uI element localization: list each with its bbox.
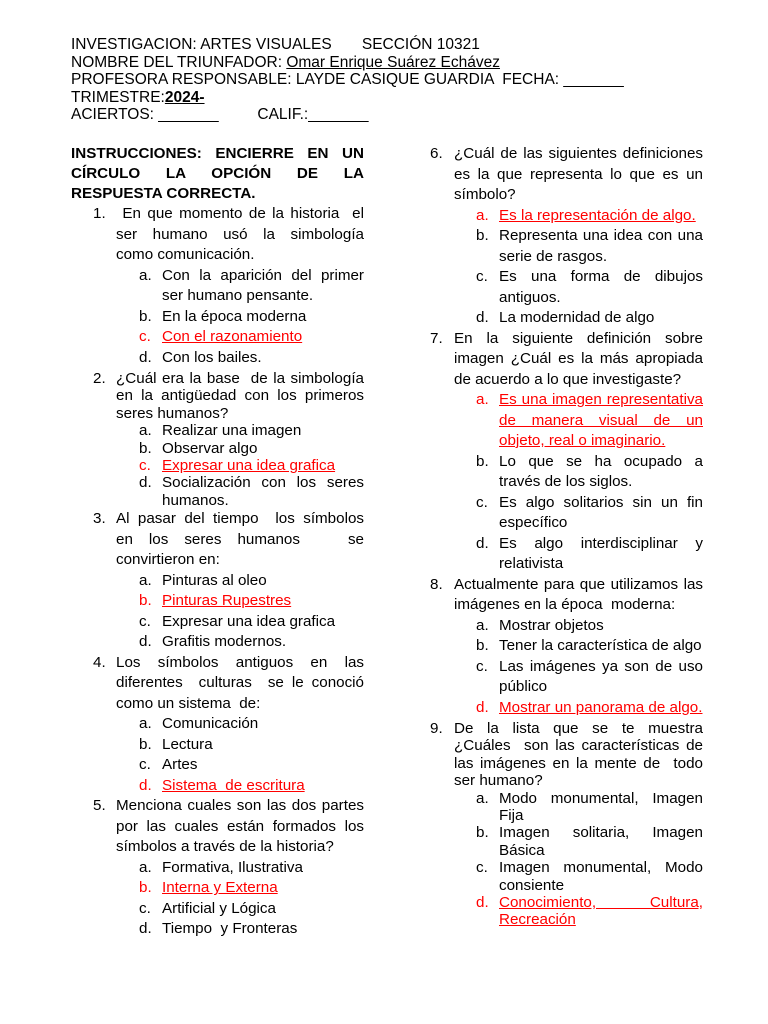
- option-text: Conocimiento, Cultura, Recreación: [499, 894, 703, 929]
- option-text: Artes: [162, 756, 198, 774]
- option-3d: [71, 632, 364, 653]
- question-7: [430, 329, 703, 391]
- option-letter: a.: [476, 616, 489, 634]
- option-letter: a.: [139, 266, 152, 284]
- question-number: 7.: [430, 329, 443, 347]
- option-letter: a.: [139, 858, 152, 876]
- option-text: Mostrar objetos: [499, 616, 604, 634]
- option-text: Lo que se ha ocupado a través de los siglos.: [499, 452, 703, 490]
- option-text: Grafitis modernos.: [162, 633, 287, 651]
- option-letter: c.: [476, 657, 488, 675]
- question-9: [430, 720, 708, 790]
- option-letter: d.: [139, 633, 152, 651]
- date-blank: _______: [563, 71, 624, 89]
- option-2d: [71, 474, 364, 509]
- option-7a-answer: [430, 390, 703, 452]
- option-text: Representa una idea con una serie de rasgos.: [499, 227, 703, 265]
- question-5: [71, 796, 369, 858]
- option-letter: a.: [476, 789, 489, 807]
- option-text: Pinturas Rupestres: [162, 592, 292, 610]
- option-text: Imagen monumental, Modo consiente: [499, 859, 703, 894]
- question-text: Al pasar del tiempo los símbolos en los seres humanos se convirtieron en:: [116, 510, 373, 569]
- option-letter: b.: [139, 735, 152, 753]
- option-2a: [71, 422, 364, 439]
- right-column: [430, 144, 708, 929]
- option-text: Realizar una imagen: [162, 422, 302, 440]
- option-text: Expresar una idea grafica: [162, 457, 336, 475]
- option-letter: c.: [476, 268, 488, 285]
- course-title: INVESTIGACION: ARTES VISUALES SECCIÓN 10321: [71, 36, 480, 53]
- option-text: Observar algo: [162, 439, 258, 457]
- option-text: Imagen solitaria, Imagen Básica: [499, 824, 703, 859]
- option-8c: [430, 657, 703, 698]
- option-text: En la época moderna: [162, 307, 307, 325]
- option-3c: [71, 612, 364, 633]
- option-text: Con los bailes.: [162, 348, 262, 366]
- option-9d-answer: [430, 894, 703, 929]
- question-text: En que momento de la historia el ser humano usó la simbología como comunicación.: [116, 205, 373, 263]
- option-7c: [430, 493, 703, 534]
- question-text: Menciona cuales son las dos partes por las cuales están formados los símbolos a través de la historia?: [116, 797, 369, 856]
- left-column: [71, 144, 373, 940]
- option-text: Tener la característica de algo: [499, 637, 702, 654]
- option-8a: [430, 616, 703, 637]
- option-text: Con la aparición del primer ser humano pensante.: [162, 266, 364, 304]
- option-letter: c.: [476, 859, 488, 877]
- option-letter: c.: [476, 493, 488, 511]
- option-text: Con el razonamiento: [162, 328, 303, 345]
- option-text: Es la representación de algo.: [499, 206, 696, 224]
- option-7b: [430, 452, 703, 493]
- option-text: Artificial y Lógica: [162, 899, 276, 917]
- option-letter: d.: [476, 894, 489, 912]
- option-8b: [430, 636, 703, 657]
- option-6a-answer: [430, 206, 703, 227]
- option-9c: [430, 859, 703, 894]
- option-5d: [71, 919, 364, 940]
- option-9a: [430, 790, 703, 825]
- option-text: Es una imagen representativa de manera visual de un objeto, real o imaginario.: [499, 391, 703, 449]
- question-text: Actualmente para que utilizamos las imágenes en la época moderna:: [454, 575, 708, 613]
- question-4: [71, 653, 369, 715]
- option-6c: [430, 267, 703, 308]
- option-4d-answer: [71, 776, 364, 797]
- option-text: Expresar una idea grafica: [162, 612, 336, 630]
- option-3b-answer: [71, 591, 364, 612]
- option-letter: c.: [139, 612, 151, 630]
- question-number: 8.: [430, 575, 443, 593]
- option-letter: a.: [139, 571, 152, 589]
- question-8: [430, 575, 708, 616]
- document-header: [71, 36, 711, 124]
- option-letter: b.: [139, 592, 152, 610]
- option-text: Es algo solitarios sin un fin específico: [499, 493, 703, 531]
- question-number: 5.: [93, 797, 106, 815]
- option-letter: d.: [139, 348, 152, 366]
- option-letter: b.: [476, 824, 489, 842]
- option-letter: b.: [476, 637, 489, 654]
- question-number: 4.: [93, 653, 106, 671]
- option-2b: [71, 440, 364, 457]
- option-4c: [71, 755, 364, 776]
- option-letter: d.: [476, 534, 489, 552]
- question-3: [71, 509, 373, 571]
- question-number: 1.: [93, 205, 106, 222]
- option-9b: [430, 824, 703, 859]
- option-6b: [430, 226, 703, 267]
- option-text: Tiempo y Fronteras: [162, 920, 298, 938]
- option-text: Lectura: [162, 735, 213, 753]
- question-text: De la lista que se te muestra ¿Cuáles son las características de las imágenes en la mente de todo ser humano?: [454, 720, 708, 790]
- header-line-student: [71, 54, 711, 72]
- option-letter: b.: [139, 439, 152, 457]
- question-number: 2.: [93, 370, 106, 387]
- option-letter: c.: [139, 328, 151, 345]
- header-line-term: [71, 89, 711, 107]
- option-letter: b.: [139, 307, 152, 325]
- student-label: NOMBRE DEL TRIUNFADOR:: [71, 53, 287, 71]
- question-text: ¿Cuál de las siguientes definiciones es la que representa lo que es un símbolo?: [454, 145, 703, 203]
- question-6: [430, 144, 703, 206]
- option-letter: d.: [139, 474, 152, 492]
- option-letter: d.: [476, 698, 489, 716]
- option-letter: d.: [139, 920, 152, 938]
- question-text: ¿Cuál era la base de la simbología en la antigüedad con los primeros seres humanos?: [116, 370, 369, 422]
- option-7d: [430, 534, 703, 575]
- option-text: Mostrar un panorama de algo.: [499, 698, 703, 716]
- option-3a: [71, 571, 364, 592]
- term-value: 2024-: [164, 88, 205, 106]
- option-text: Es algo interdisciplinar y relativista: [499, 534, 703, 572]
- option-letter: b.: [476, 227, 489, 244]
- option-letter: c.: [139, 756, 151, 774]
- option-5b-answer: [71, 878, 364, 899]
- option-5a: [71, 858, 364, 879]
- option-4b: [71, 735, 364, 756]
- option-4a: [71, 714, 364, 735]
- option-letter: c.: [139, 457, 151, 475]
- option-1c-answer: [71, 327, 364, 348]
- option-letter: c.: [139, 899, 151, 917]
- question-number: 3.: [93, 510, 106, 528]
- option-5c: [71, 899, 364, 920]
- header-line-teacher: [71, 71, 711, 89]
- option-text: Las imágenes ya son de uso público: [499, 657, 703, 695]
- teacher-label: PROFESORA RESPONSABLE: LAYDE CASIQUE GUARDIA FECHA:: [71, 71, 564, 89]
- option-text: Sistema de escritura: [162, 776, 305, 794]
- question-text: En la siguiente definición sobre imagen ¿Cuál es la más apropiada de acuerdo a lo que investigaste?: [454, 329, 703, 388]
- option-text: Formativa, Ilustrativa: [162, 858, 303, 876]
- student-name: Omar Enrique Suárez Echávez: [286, 53, 500, 71]
- option-text: Interna y Externa: [162, 879, 278, 897]
- option-text: Comunicación: [162, 715, 259, 733]
- question-1: [71, 204, 373, 266]
- header-line-course: [71, 36, 711, 54]
- question-text: Los símbolos antiguos en las diferentes culturas se le conoció como un sistema de:: [116, 653, 369, 712]
- instructions: INSTRUCCIONES: ENCIERRE EN UN CÍRCULO LA OPCIÓN DE LA RESPUESTA CORRECTA.: [71, 145, 364, 202]
- option-8d-answer: [430, 698, 703, 719]
- option-text: Es una forma de dibujos antiguos.: [499, 268, 703, 306]
- option-1a: [71, 266, 364, 307]
- option-text: Socialización con los seres humanos.: [162, 474, 364, 509]
- option-letter: d.: [139, 776, 152, 794]
- option-letter: a.: [139, 715, 152, 733]
- option-1d: [71, 348, 364, 369]
- option-2c-answer: [71, 457, 364, 474]
- option-letter: a.: [476, 391, 489, 408]
- option-1b: [71, 307, 364, 328]
- header-line-score: [71, 106, 711, 124]
- option-text: Pinturas al oleo: [162, 571, 267, 589]
- option-letter: b.: [476, 452, 489, 470]
- option-6d: [430, 308, 703, 329]
- question-number: 6.: [430, 145, 443, 162]
- option-letter: d.: [476, 309, 489, 326]
- option-text: La modernidad de algo: [499, 309, 655, 326]
- score-line: ACIERTOS: _______ CALIF.:_______: [71, 106, 369, 124]
- option-letter: a.: [139, 422, 152, 440]
- term-label: TRIMESTRE:: [71, 88, 165, 106]
- option-text: Modo monumental, Imagen Fija: [499, 789, 703, 825]
- question-number: 9.: [430, 720, 443, 737]
- option-letter: a.: [476, 206, 489, 224]
- question-2: [71, 370, 369, 422]
- option-letter: b.: [139, 879, 152, 897]
